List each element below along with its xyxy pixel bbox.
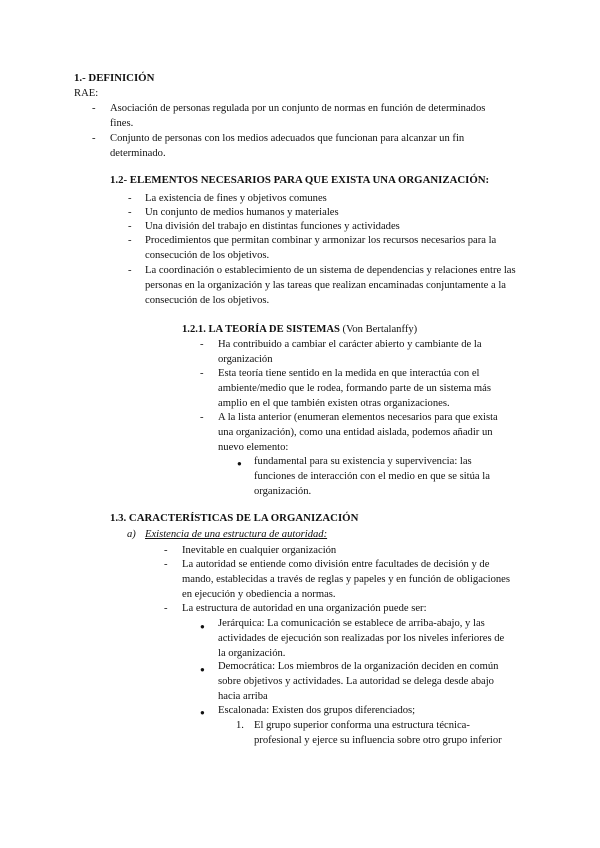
list-item: Un conjunto de medios humanos y materiales [145,207,339,218]
dash-bullet: - [164,603,168,614]
section-1-3-heading: 1.3. CARACTERÍSTICAS DE LA ORGANIZACIÓN [110,512,359,524]
dash-bullet: - [200,339,204,350]
dash-bullet: - [128,207,132,218]
sub-list-item: Jerárquica: La comunicación se establece de arriba-abajo, y las actividades de ejecución son realizadas por los niveles inferiores de la organización. [218,618,505,659]
list-item: La autoridad se entiende como división entre facultades de decisión y de mando, establecidas a través de reglas y papeles y en función de obligaciones en ejecución y obediencia a normas. [182,559,510,600]
sub-list-item: Escalonada: Existen dos grupos diferenciados; [218,705,416,716]
round-bullet-icon: ● [200,708,205,717]
list-item: Conjunto de personas con los medios adecuados que funcionan para alcanzar un fin determinado. [110,133,465,159]
list-item: La coordinación o establecimiento de un sistema de dependencias y relaciones entre las personas en la organización y las tareas que realizan encaminadas conjuntamente a la consecución de los objetivos. [145,265,516,306]
heading-author: (Von Bertalanffy) [339,324,418,335]
list-item: Una división del trabajo en distintas funciones y actividades [145,221,400,232]
numbered-list-item: El grupo superior conforma una estructura técnica-profesional y ejerce su influencia sobre otro grupo inferior [254,720,502,746]
dash-bullet: - [128,235,132,246]
list-item: Asociación de personas regulada por un conjunto de normas en función de determinados fines. [110,103,486,129]
sub-list-item: fundamental para su existencia y supervivencia: las funciones de interacción con el medio en que se sitúa la organización. [254,456,490,497]
sub-list-item: Democrática: Los miembros de la organización deciden en común sobre objetivos y actividades. La autoridad se delega desde abajo hacia arriba [218,661,499,702]
dash-bullet: - [92,133,96,144]
dash-bullet: - [164,559,168,570]
section-1-2-1-heading [182,322,417,337]
dash-bullet: - [164,545,168,556]
round-bullet-icon: ● [200,665,205,674]
numbered-marker: 1. [236,720,244,731]
round-bullet-icon: ● [237,459,242,468]
list-item: A la lista anterior (enumeran elementos necesarios para que exista una organización), como una entidad aislada, podemos añadir un nuevo elemento: [218,412,498,453]
dash-bullet: - [200,368,204,379]
list-item: Procedimientos que permitan combinar y armonizar los recursos necesarios para la consecución de los objetivos. [145,235,497,261]
dash-bullet: - [200,412,204,423]
list-item: La existencia de fines y objetivos comunes [145,193,327,204]
list-item: Ha contribuido a cambiar el carácter abierto y cambiante de la organización [218,339,482,365]
heading-title: 1.2.1. LA TEORÍA DE SISTEMAS [182,324,340,335]
dash-bullet: - [92,103,96,114]
rae-label: RAE: [74,88,99,99]
round-bullet-icon: ● [200,622,205,631]
list-item: Esta teoría tiene sentido en la medida en que interactúa con el ambiente/medio que le rodea, formando parte de un sistema más amplio en el que también existen otras organizaciones. [218,368,491,409]
section-1-2-heading: 1.2- ELEMENTOS NECESARIOS PARA QUE EXISTA UNA ORGANIZACIÓN: [110,174,490,186]
list-item: Inevitable en cualquier organización [182,545,337,556]
subsection-a-title: Existencia de una estructura de autoridad: [145,529,328,540]
dash-bullet: - [128,265,132,276]
alpha-marker: a) [127,529,136,540]
section-1-heading: 1.- DEFINICIÓN [74,72,155,84]
dash-bullet: - [128,193,132,204]
dash-bullet: - [128,221,132,232]
list-item: La estructura de autoridad en una organización puede ser: [182,603,427,614]
